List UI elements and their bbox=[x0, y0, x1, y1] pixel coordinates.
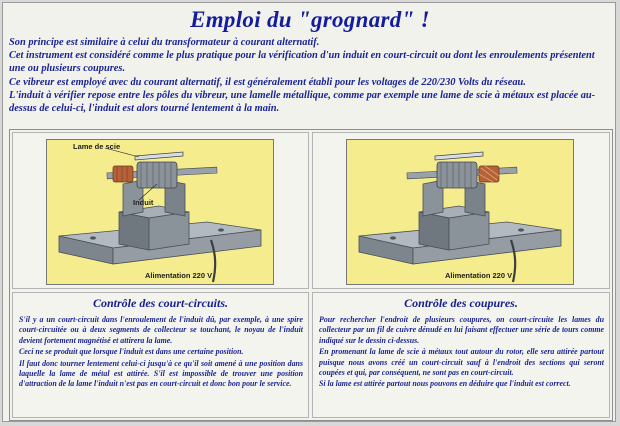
intro-paragraph: L'induit à vérifier repose entre les pôles du vibreur, une lamelle métallique, comme par exemple une lame de scie à métaux est placée au-dessus de celui-ci, l'induit est alors tourné lentement à la main. bbox=[9, 89, 596, 115]
paragraph: Ceci ne se produit que lorsque l'induit est dans une certaine position. bbox=[19, 347, 244, 357]
growler-drawing bbox=[47, 140, 273, 284]
label-blade: Lame de scie bbox=[73, 142, 121, 151]
intro-text bbox=[9, 36, 611, 115]
section-short-circuits bbox=[12, 292, 309, 418]
page-title: Emploi du "grognard" ! bbox=[190, 7, 430, 32]
growler-drawing-with-wire bbox=[347, 140, 573, 284]
page-frame bbox=[2, 2, 616, 422]
label-power-left: Alimentation 220 V bbox=[145, 271, 213, 280]
section-title-open-circuits: Contrôle des coupures. bbox=[404, 296, 518, 310]
section-body-short-circuits bbox=[19, 315, 303, 391]
intro-paragraph: Son principe est similaire à celui du transformateur à courant alternatif. bbox=[9, 37, 320, 48]
section-open-circuits bbox=[312, 292, 610, 418]
cell-illustration-right bbox=[312, 132, 610, 289]
section-title-short-circuits: Contrôle des court-circuits. bbox=[92, 296, 228, 310]
label-power-right: Alimentation 220 V bbox=[445, 271, 513, 280]
paragraph: Il faut donc tourner lentement celui-ci jusqu'à ce qu'il soit amené à une position dans laquelle la lame de métal est attirée. S'il est impossible de trouver une position d'attraction de la lame l'induit n'est pas en court-circuit et donc bon pour le service. bbox=[19, 358, 303, 389]
paragraph: S'il y a un court-circuit dans l'enroulement de l'induit dû, par exemple, à une spire court-circuitée ou à deux segments de collecteur se touchant, le noyau de l'induit devient fortement magnétisé et attirera la lame. bbox=[19, 315, 303, 345]
label-armature: Induit bbox=[133, 198, 154, 207]
paragraph: Si la lame est attirée partout nous pouvons en déduire que l'induit est correct. bbox=[319, 379, 571, 389]
content-table bbox=[9, 129, 613, 421]
cell-illustration-left bbox=[12, 132, 309, 289]
growler-illustration-open-circuit bbox=[346, 139, 574, 285]
paragraph: En promenant la lame de scie à métaux tout autour du rotor, elle sera attirée partout puisque nous avons créé un court-circuit sauf à l'endroit des sections qui seront coupées et qui, par conséquent, ne sont pas en court-circuit. bbox=[319, 347, 604, 378]
intro-paragraph: Ce vibreur est employé avec du courant alternatif, il est généralement établi pour les voltages de 220/230 Volts du réseau. bbox=[9, 76, 526, 88]
section-body-open-circuits bbox=[319, 315, 604, 391]
growler-illustration-short-circuit bbox=[46, 139, 274, 285]
paragraph: Pour rechercher l'endroit de plusieurs coupures, on court-circuite les lames du collecteur par un fil de cuivre dénudé en lui faisant effectuer une série de tours comme indiqué sur le dessin ci-dessus. bbox=[319, 315, 604, 345]
intro-paragraph: Cet instrument est considéré comme le plus pratique pour la vérification d'un induit en court-circuit ou dont les enroulements présentent une ou plusieurs coupures. bbox=[9, 50, 595, 75]
